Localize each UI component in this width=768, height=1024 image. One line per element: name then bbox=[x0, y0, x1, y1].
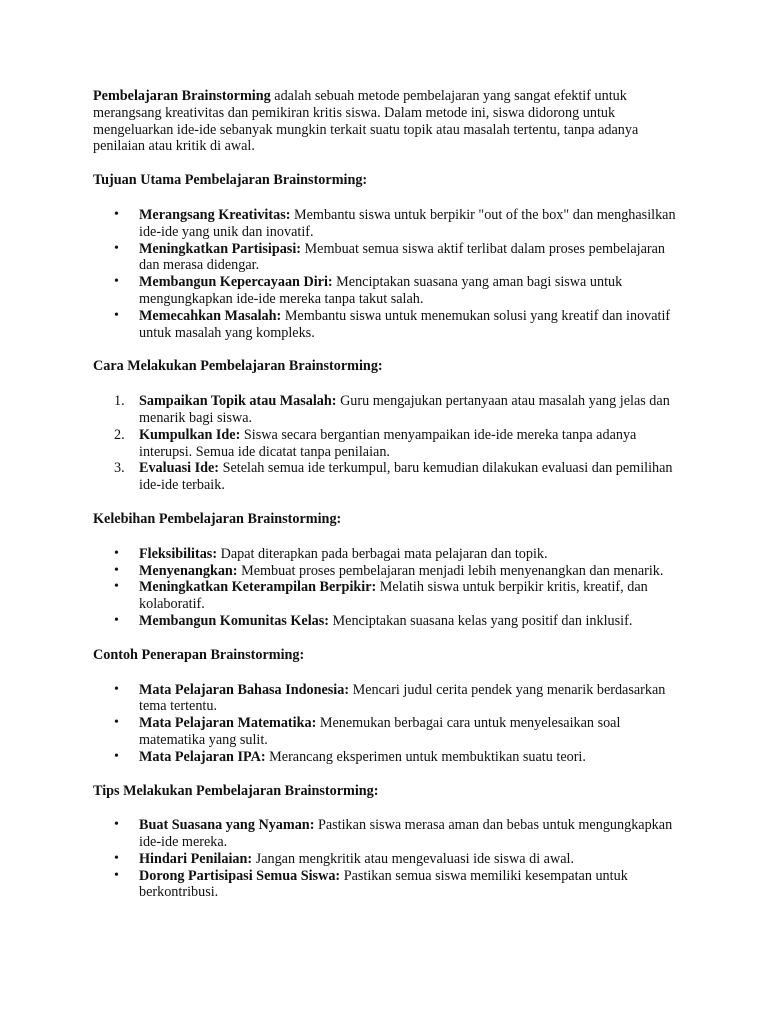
intro-term: Pembelajaran Brainstorming bbox=[93, 88, 271, 104]
item-label: Dorong Partisipasi Semua Siswa: bbox=[139, 867, 341, 884]
list-tujuan bbox=[93, 207, 683, 341]
item-text: Merancang eksperimen untuk membuktikan suatu teori. bbox=[265, 748, 586, 765]
list-cara bbox=[93, 393, 683, 494]
list-kelebihan bbox=[93, 546, 683, 630]
item-label: Sampaikan Topik atau Masalah: bbox=[139, 393, 337, 410]
list-tips bbox=[93, 817, 683, 901]
item-text: Melatih siswa untuk berpikir kritis, kreatif, dan kolaboratif. bbox=[139, 579, 648, 613]
item-text: Membuat proses pembelajaran menjadi lebih menyenangkan dan menarik. bbox=[237, 562, 664, 579]
item-text: Siswa secara bergantian menyampaikan ide-ide mereka tanpa adanya interupsi. Semua ide dicatat tanpa penilaian. bbox=[139, 426, 637, 460]
item-number: 3. bbox=[114, 460, 125, 477]
section-heading-tujuan: Tujuan Utama Pembelajaran Brainstorming: bbox=[93, 172, 368, 189]
section-heading-kelebihan: Kelebihan Pembelajaran Brainstorming: bbox=[93, 510, 342, 527]
list-item bbox=[114, 393, 683, 427]
item-label: Merangsang Kreativitas: bbox=[139, 206, 291, 223]
item-number: 2. bbox=[114, 426, 125, 443]
item-number: 1. bbox=[114, 393, 125, 410]
section-heading-tips: Tips Melakukan Pembelajaran Brainstorming: bbox=[93, 782, 379, 799]
item-label: Menyenangkan: bbox=[139, 562, 238, 579]
item-label: Membangun Kepercayaan Diri: bbox=[139, 274, 333, 291]
list-item bbox=[139, 308, 683, 342]
list-item bbox=[139, 579, 683, 613]
item-text: Membuat semua siswa aktif terlibat dalam proses pembelajaran dan merasa didengar. bbox=[139, 240, 666, 274]
item-label: Meningkatkan Partisipasi: bbox=[139, 240, 301, 257]
item-label: Membangun Komunitas Kelas: bbox=[139, 612, 329, 629]
list-contoh bbox=[93, 682, 683, 766]
list-item bbox=[139, 851, 683, 868]
list-item bbox=[114, 460, 683, 494]
list-item bbox=[139, 241, 683, 275]
item-label: Fleksibilitas: bbox=[139, 545, 218, 562]
list-item bbox=[139, 715, 683, 749]
list-item bbox=[139, 546, 683, 563]
list-item bbox=[139, 682, 683, 716]
item-text: Menciptakan suasana kelas yang positif dan inklusif. bbox=[328, 612, 633, 629]
item-label: Kumpulkan Ide: bbox=[139, 426, 241, 443]
list-item bbox=[139, 817, 683, 851]
item-text: Membantu siswa untuk berpikir "out of the box" dan menghasilkan ide-ide yang unik dan inovatif. bbox=[139, 206, 676, 240]
item-label: Mata Pelajaran Bahasa Indonesia: bbox=[139, 681, 350, 698]
item-label: Memecahkan Masalah: bbox=[139, 307, 282, 324]
list-item bbox=[139, 563, 683, 580]
item-text: Menemukan berbagai cara untuk menyelesaikan soal matematika yang sulit. bbox=[139, 715, 621, 748]
list-item bbox=[139, 868, 683, 902]
item-text: Pastikan semua siswa memiliki kesempatan untuk berkontribusi. bbox=[139, 867, 628, 901]
item-text: Jangan mengkritik atau mengevaluasi ide siswa di awal. bbox=[252, 850, 575, 867]
list-item bbox=[114, 426, 683, 461]
item-label: Hindari Penilaian: bbox=[139, 850, 253, 867]
item-label: Mata Pelajaran Matematika: bbox=[139, 715, 317, 732]
list-item bbox=[139, 207, 683, 241]
list-item bbox=[139, 613, 683, 630]
item-text: Mencari judul cerita pendek yang menarik berdasarkan tema tertentu. bbox=[139, 681, 666, 715]
list-item bbox=[139, 274, 683, 308]
list-item bbox=[139, 749, 683, 766]
document-page bbox=[93, 88, 683, 918]
item-text: Setelah semua ide terkumpul, baru kemudian dilakukan evaluasi dan pemilihan ide-ide terbaik. bbox=[139, 460, 673, 494]
item-label: Meningkatkan Keterampilan Berpikir: bbox=[139, 579, 377, 596]
item-label: Buat Suasana yang Nyaman: bbox=[139, 817, 315, 834]
item-label: Evaluasi Ide: bbox=[139, 460, 220, 477]
item-text: Pastikan siswa merasa aman dan bebas untuk mengungkapkan ide-ide mereka. bbox=[139, 817, 673, 851]
section-heading-cara: Cara Melakukan Pembelajaran Brainstorming: bbox=[93, 358, 383, 375]
intro-paragraph bbox=[93, 88, 683, 155]
item-text: Guru mengajukan pertanyaan atau masalah yang jelas dan menarik bagi siswa. bbox=[139, 393, 670, 426]
item-text: Membantu siswa untuk menemukan solusi yang kreatif dan inovatif untuk masalah yang kompleks. bbox=[139, 307, 671, 341]
item-label: Mata Pelajaran IPA: bbox=[139, 748, 266, 765]
intro-text: adalah sebuah metode pembelajaran yang sangat efektif untuk merangsang kreativitas dan pemikiran kritis siswa. Dalam metode ini, siswa didorong untuk mengeluarkan ide-ide sebanyak mungkin terkait suatu topik atau masalah tertentu, tanpa adanya penilaian atau kritik di awal. bbox=[93, 88, 639, 155]
item-text: Dapat diterapkan pada berbagai mata pelajaran dan topik. bbox=[217, 545, 548, 562]
item-text: Menciptakan suasana yang aman bagi siswa untuk mengungkapkan ide-ide mereka tanpa takut salah. bbox=[139, 274, 623, 307]
section-heading-contoh: Contoh Penerapan Brainstorming: bbox=[93, 646, 305, 663]
